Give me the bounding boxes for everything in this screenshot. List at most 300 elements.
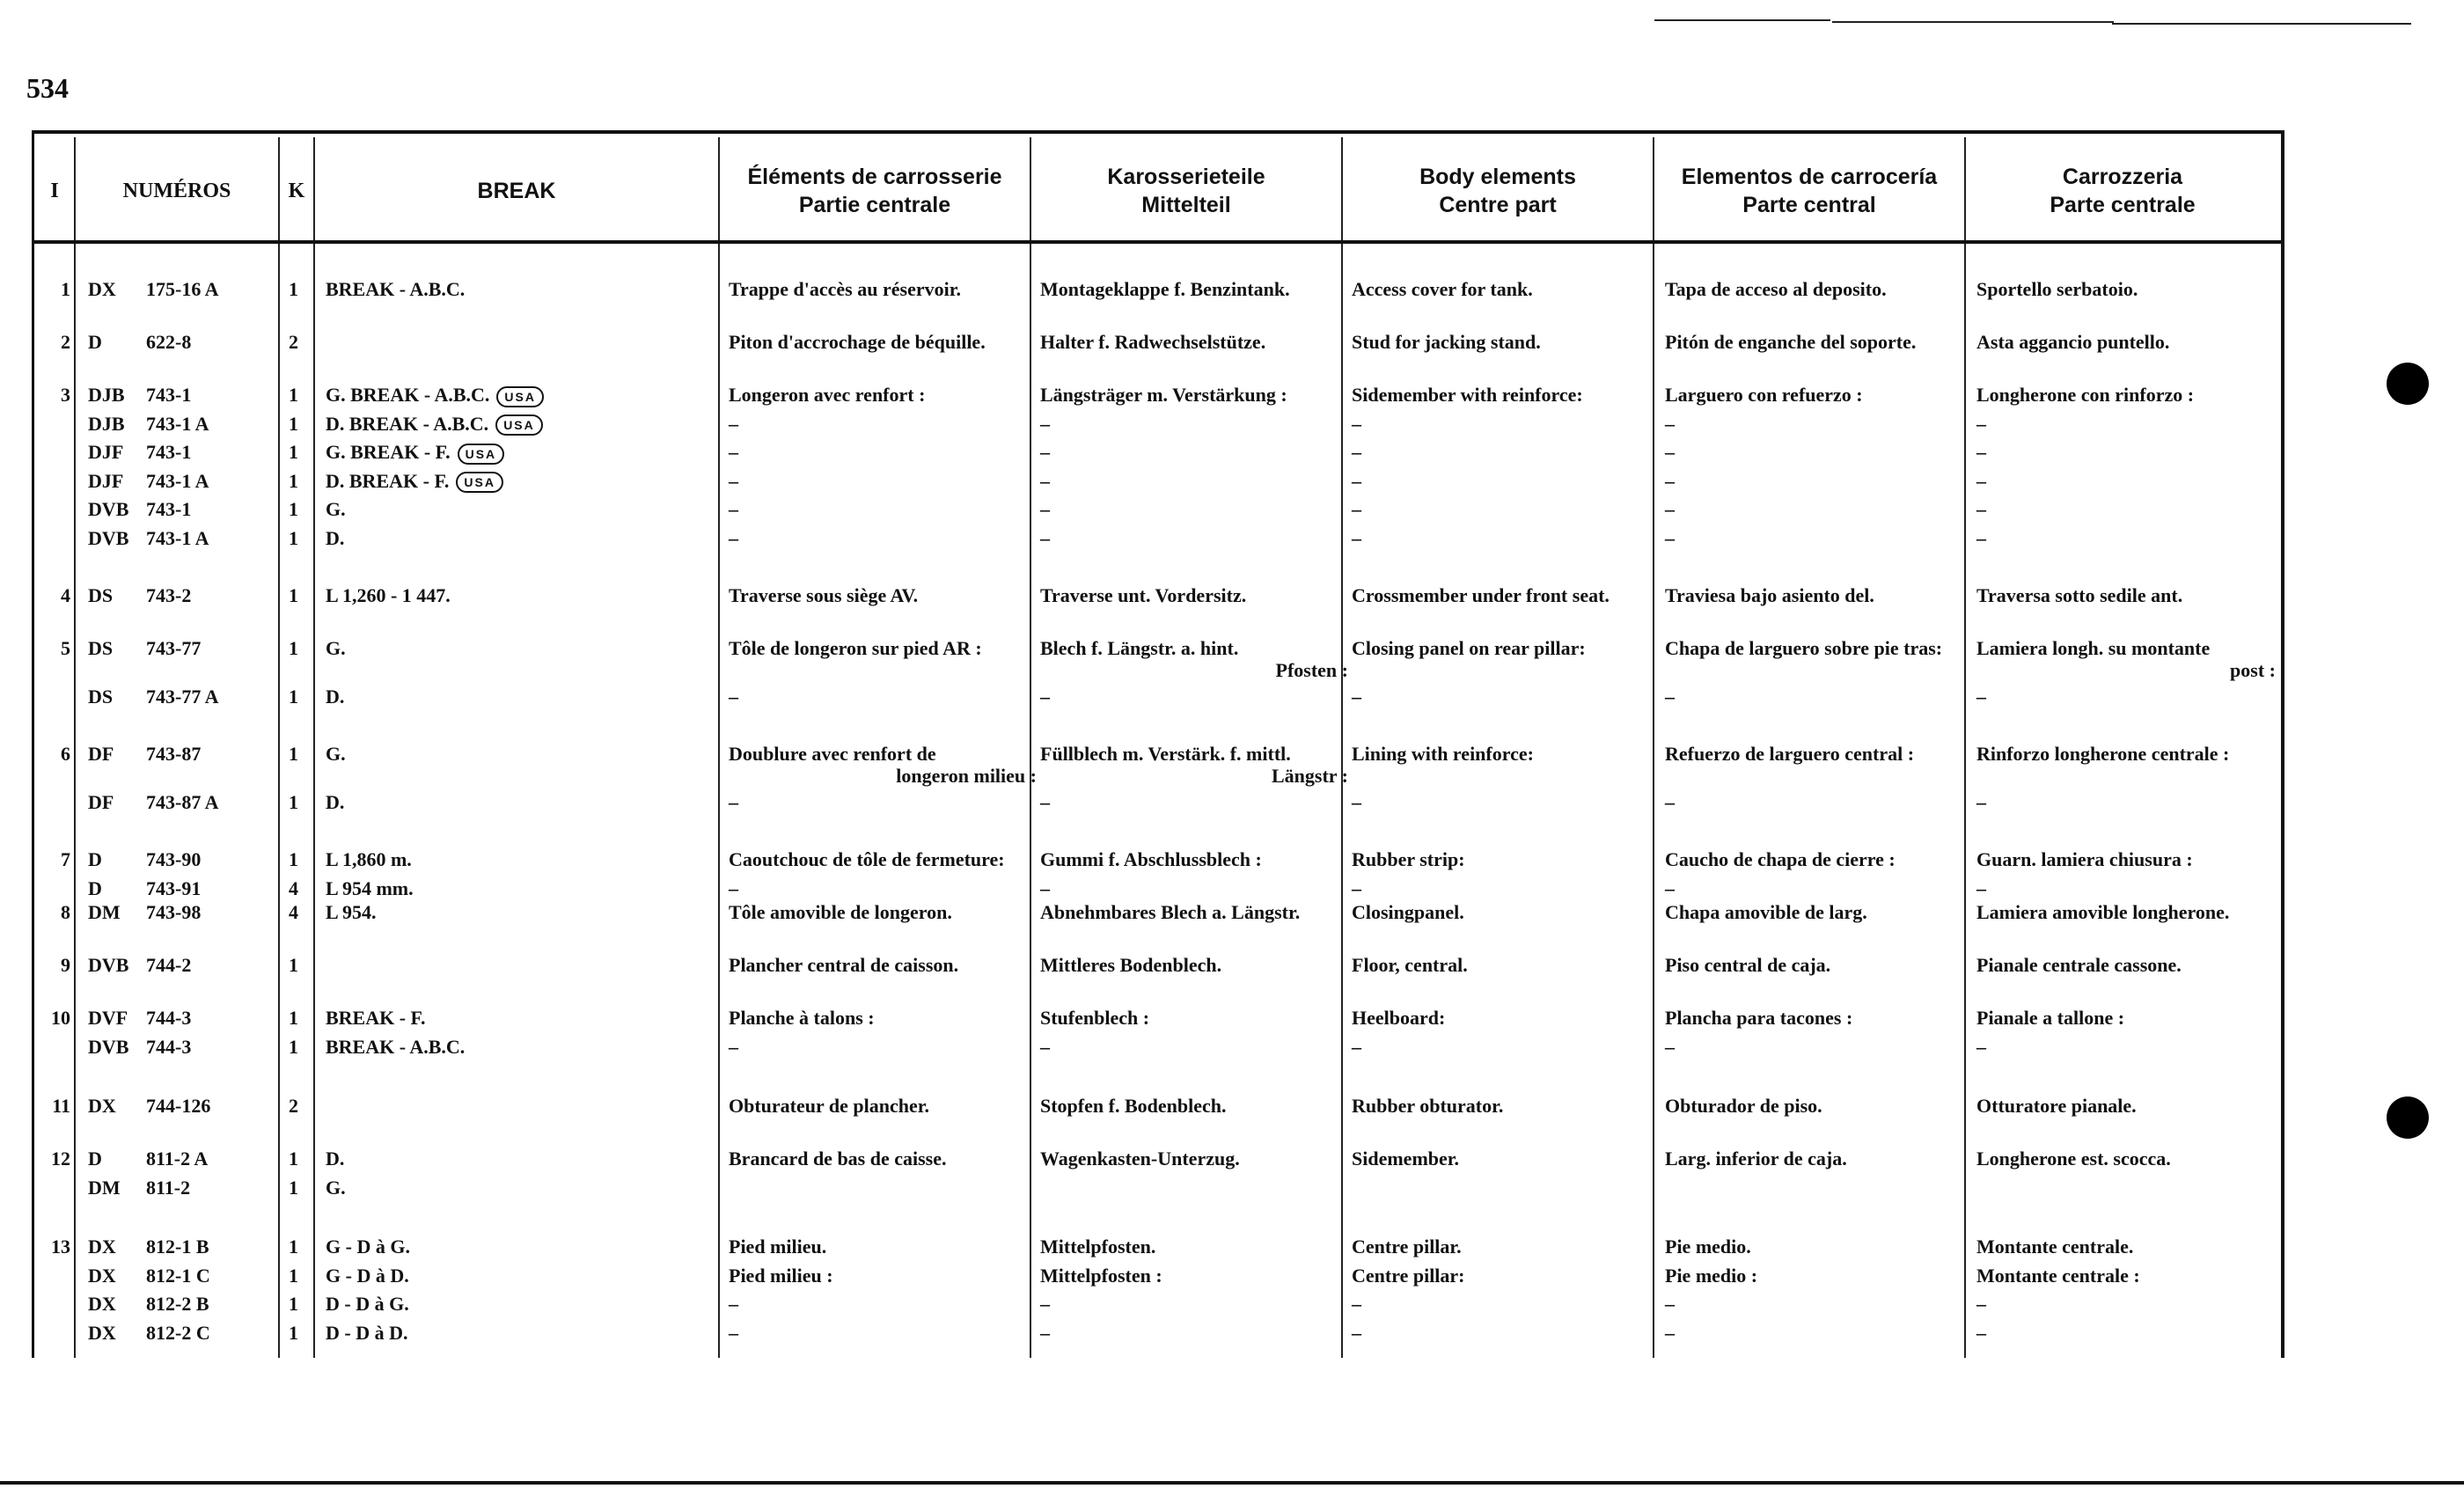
cell-fr <box>729 1263 1037 1289</box>
cell-en <box>1352 525 1660 552</box>
cell-de <box>1040 657 1348 684</box>
cell-es <box>1665 468 1973 495</box>
cell-text: 744-3 <box>146 1007 192 1029</box>
cell-fr <box>729 763 1037 789</box>
cell-text: Planche à talons : <box>729 1007 875 1029</box>
cell-text: Caucho de chapa de cierre : <box>1665 848 1896 870</box>
cell-it <box>1976 899 2276 926</box>
cell-en <box>1352 496 1660 523</box>
table-row <box>32 741 2284 818</box>
table-row <box>32 1005 2284 1062</box>
margin-punch-mark <box>2387 1096 2429 1139</box>
cell-text: D <box>88 331 102 353</box>
cell-text: 812-1 B <box>146 1236 209 1258</box>
cell-text: 1 <box>289 637 298 659</box>
cell-num <box>146 635 287 662</box>
cell-fr <box>729 329 1037 356</box>
cell-it <box>1976 1263 2276 1289</box>
cell-k <box>289 741 315 767</box>
table-line <box>32 847 2284 876</box>
cell-en <box>1352 876 1660 902</box>
table-row <box>32 382 2284 554</box>
cell-es <box>1665 899 1973 926</box>
cell-it <box>1976 741 2276 767</box>
cell-es <box>1665 583 1973 609</box>
cell-text: L 954 mm. <box>326 876 414 899</box>
cell-text: Refuerzo de larguero central : <box>1665 743 1915 765</box>
cell-text: G. <box>326 637 346 659</box>
cell-text: – <box>1040 1321 1050 1344</box>
cell-it <box>1976 1005 2276 1031</box>
cell-text: 1 <box>289 1035 298 1058</box>
cell-en <box>1352 899 1660 926</box>
cell-k <box>289 1234 315 1260</box>
cell-text: DS <box>88 584 114 606</box>
cell-k <box>289 329 315 356</box>
table-row <box>32 583 2284 612</box>
cell-de <box>1040 1093 1348 1119</box>
cell-text: 622-8 <box>146 331 192 353</box>
header-k: K <box>288 179 305 202</box>
cell-text: G. <box>326 1176 346 1199</box>
cell-text: 1 <box>289 743 298 765</box>
cell-text: 743-1 A <box>146 412 209 435</box>
cell-en <box>1352 439 1660 466</box>
cell-text: – <box>1665 469 1675 492</box>
cell-num <box>146 439 287 466</box>
cell-text: Plancha para tacones : <box>1665 1007 1853 1029</box>
cell-text: – <box>1976 876 1986 899</box>
cell-text: Caoutchouc de tôle de fermeture: <box>729 848 1005 870</box>
cell-brk <box>326 496 713 523</box>
cell-text: DVF <box>88 1007 128 1029</box>
cell-text: DJF <box>88 469 124 492</box>
cell-it <box>1976 789 2276 816</box>
cell-text: Pitón de enganche del soporte. <box>1665 331 1917 353</box>
cell-num <box>146 1263 287 1289</box>
cell-brk <box>326 583 713 609</box>
cell-text: D <box>88 876 102 899</box>
cell-text: – <box>1040 790 1050 813</box>
row-index: 4 <box>61 584 70 606</box>
cell-text: 744-2 <box>146 954 192 976</box>
cell-text: – <box>729 790 738 813</box>
table-line <box>32 764 2284 789</box>
cell-text: Pianale a tallone : <box>1976 1007 2125 1029</box>
cell-brk <box>326 1234 713 1260</box>
cell-brk <box>326 1034 713 1060</box>
cell-fr <box>729 1034 1037 1060</box>
cell-text: – <box>729 1035 738 1058</box>
cell-es <box>1665 1263 1973 1289</box>
cell-num <box>146 952 287 979</box>
cell-es <box>1665 847 1973 873</box>
cell-text: 1 <box>289 1176 298 1199</box>
cell-text: DX <box>88 278 116 300</box>
table-line <box>32 1320 2284 1349</box>
cell-num <box>146 876 287 902</box>
cell-text: – <box>1665 526 1675 549</box>
cell-k <box>289 1291 315 1317</box>
cell-text: 812-2 B <box>146 1293 209 1315</box>
cell-k <box>289 1320 315 1346</box>
header-numeros: NUMÉROS <box>122 179 231 202</box>
cell-es <box>1665 1320 1973 1346</box>
table-row <box>32 952 2284 981</box>
cell-de <box>1040 382 1348 408</box>
cell-it <box>1976 382 2276 408</box>
cell-brk <box>326 899 713 926</box>
cell-text: Pie medio. <box>1665 1236 1751 1258</box>
header-i: I <box>50 179 59 202</box>
cell-it <box>1976 468 2276 495</box>
cell-text: Stopfen f. Bodenblech. <box>1040 1095 1227 1117</box>
table-line <box>32 1263 2284 1292</box>
cell-text: 175-16 A <box>146 278 219 300</box>
cell-k <box>289 382 315 408</box>
header-german: Karosserieteile Mittelteil <box>1107 165 1265 217</box>
header-break: BREAK <box>477 179 556 203</box>
cell-text: Crossmember under front seat. <box>1352 584 1610 606</box>
cell-es <box>1665 952 1973 979</box>
cell-k <box>289 583 315 609</box>
cell-text: Blech f. Längstr. a. hint. <box>1040 637 1239 659</box>
cell-text: DJB <box>88 412 125 435</box>
cell-text: D - D à D. <box>326 1321 408 1344</box>
table-row <box>32 847 2284 904</box>
cell-en <box>1352 847 1660 873</box>
cell-fr <box>729 1146 1037 1172</box>
usa-badge: USA <box>458 444 505 465</box>
header-french: Éléments de carrosserie Partie centrale <box>747 165 1002 217</box>
cell-num <box>146 789 287 816</box>
cell-it <box>1976 496 2276 523</box>
cell-de <box>1040 1034 1348 1060</box>
cell-text: Trappe d'accès au réservoir. <box>729 278 961 300</box>
cell-num <box>146 1034 287 1060</box>
table-line <box>32 276 2284 305</box>
cell-en <box>1352 635 1660 662</box>
cell-en <box>1352 1234 1660 1260</box>
cell-k <box>289 525 315 552</box>
table-row <box>32 1093 2284 1122</box>
cell-de <box>1040 684 1348 710</box>
cell-text: Piso central de caja. <box>1665 954 1831 976</box>
cell-de <box>1040 583 1348 609</box>
cell-text: 744-126 <box>146 1095 211 1117</box>
cell-de <box>1040 468 1348 495</box>
cell-it <box>1976 952 2276 979</box>
cell-de <box>1040 1263 1348 1289</box>
cell-text: Gummi f. Abschlussblech : <box>1040 848 1262 870</box>
header-english: Body elements Centre part <box>1419 165 1576 217</box>
cell-text: – <box>729 876 738 899</box>
cell-text: Chapa amovible de larg. <box>1665 901 1867 923</box>
table-line <box>32 496 2284 525</box>
cell-en <box>1352 1034 1660 1060</box>
cell-num <box>146 1320 287 1346</box>
cell-k <box>289 1263 315 1289</box>
cell-text: DVB <box>88 954 129 976</box>
cell-text: Pied milieu : <box>729 1264 833 1287</box>
cell-text: L 1,260 - 1 447. <box>326 584 451 606</box>
cell-it <box>1976 1146 2276 1172</box>
cell-text: – <box>1352 1035 1361 1058</box>
cell-num <box>146 1175 287 1201</box>
cell-text: – <box>1352 876 1361 899</box>
cell-fr <box>729 952 1037 979</box>
cell-de <box>1040 847 1348 873</box>
cell-es <box>1665 635 1973 662</box>
table-line <box>32 899 2284 928</box>
cell-text: Larguero con refuerzo : <box>1665 384 1863 406</box>
table-row <box>32 329 2284 358</box>
cell-text: Longherone est. scocca. <box>1976 1148 2171 1170</box>
cell-fr <box>729 276 1037 303</box>
table-line <box>32 952 2284 981</box>
cell-fr <box>729 684 1037 710</box>
cell-es <box>1665 876 1973 902</box>
cell-text: 4 <box>289 901 298 923</box>
cell-text: DVB <box>88 498 129 520</box>
cell-text: Abnehmbares Blech a. Längstr. <box>1040 901 1301 923</box>
cell-text: Piton d'accrochage de béquille. <box>729 331 986 353</box>
row-index: 8 <box>61 901 70 923</box>
cell-text: Tôle de longeron sur pied AR : <box>729 637 982 659</box>
cell-text: – <box>1665 498 1675 520</box>
cell-text: 743-1 <box>146 498 192 520</box>
cell-it <box>1976 657 2276 684</box>
cell-text: L 954. <box>326 901 377 923</box>
cell-text: 743-1 <box>146 384 192 406</box>
cell-es <box>1665 439 1973 466</box>
cell-it <box>1976 525 2276 552</box>
cell-text: 743-77 <box>146 637 202 659</box>
cell-text: Floor, central. <box>1352 954 1468 976</box>
cell-de <box>1040 876 1348 902</box>
row-index: 2 <box>61 331 70 353</box>
cell-it <box>1976 684 2276 710</box>
cell-brk <box>326 635 713 662</box>
cell-en <box>1352 952 1660 979</box>
cell-de <box>1040 952 1348 979</box>
cell-text: 744-3 <box>146 1035 192 1058</box>
cell-text: – <box>1976 441 1986 463</box>
cell-text: 2 <box>289 331 298 353</box>
table-line <box>32 1093 2284 1122</box>
cell-text: DF <box>88 790 114 813</box>
cell-es <box>1665 741 1973 767</box>
cell-text: Plancher central de caisson. <box>729 954 959 976</box>
cell-text: G. BREAK - F. <box>326 441 451 463</box>
cell-text: – <box>729 469 738 492</box>
cell-text: 811-2 A <box>146 1148 209 1170</box>
table-line <box>32 658 2284 684</box>
cell-text: G. <box>326 743 346 765</box>
cell-text: D <box>88 1148 102 1170</box>
cell-text: 743-1 A <box>146 469 209 492</box>
cell-text: 743-91 <box>146 876 202 899</box>
cell-brk <box>326 1320 713 1346</box>
cell-en <box>1352 468 1660 495</box>
cell-text: – <box>1040 1035 1050 1058</box>
cell-text: Tapa de acceso al deposito. <box>1665 278 1887 300</box>
cell-de <box>1040 329 1348 356</box>
cell-text: L 1,860 m. <box>326 848 412 870</box>
cell-en <box>1352 741 1660 767</box>
cell-text: G. <box>326 498 346 520</box>
cell-text: Rubber obturator. <box>1352 1095 1504 1117</box>
cell-es <box>1665 789 1973 816</box>
cell-text: 1 <box>289 1007 298 1029</box>
cell-de <box>1040 1234 1348 1260</box>
cell-text: – <box>1352 790 1361 813</box>
cell-num <box>146 1005 287 1031</box>
cell-en <box>1352 684 1660 710</box>
table-line <box>32 789 2284 818</box>
cell-en <box>1352 329 1660 356</box>
cell-text: 1 <box>289 498 298 520</box>
cell-fr <box>729 496 1037 523</box>
cell-fr <box>729 1291 1037 1317</box>
cell-text: 2 <box>289 1095 298 1117</box>
cell-brk <box>326 1005 713 1031</box>
table-line <box>32 1291 2284 1320</box>
header-rule <box>32 240 2284 244</box>
cell-brk <box>326 741 713 767</box>
usa-badge: USA <box>495 414 543 436</box>
cell-en <box>1352 411 1660 437</box>
cell-it <box>1976 1320 2276 1346</box>
cell-text: – <box>1665 685 1675 708</box>
cell-text: 1 <box>289 384 298 406</box>
cell-text: 743-90 <box>146 848 202 870</box>
cell-text: 743-77 A <box>146 685 219 708</box>
cell-brk <box>326 1263 713 1289</box>
cell-k <box>289 411 315 437</box>
cell-k <box>289 1093 315 1119</box>
cell-num <box>146 1234 287 1260</box>
cell-text: Lamiera amovible longherone. <box>1976 901 2230 923</box>
cell-it <box>1976 1291 2276 1317</box>
cell-text: – <box>1976 469 1986 492</box>
cell-text: DF <box>88 743 114 765</box>
cell-de <box>1040 525 1348 552</box>
usa-badge: USA <box>496 386 544 407</box>
cell-es <box>1665 525 1973 552</box>
cell-es <box>1665 1146 1973 1172</box>
cell-fr <box>729 1320 1037 1346</box>
cell-de <box>1040 496 1348 523</box>
table-row <box>32 1146 2284 1203</box>
cell-text: – <box>729 685 738 708</box>
cell-text: 1 <box>289 1264 298 1287</box>
parts-table <box>32 130 2284 1358</box>
cell-text: Längstr : <box>1272 764 1348 787</box>
cell-fr <box>729 583 1037 609</box>
cell-en <box>1352 1146 1660 1172</box>
cell-text: Sidemember with reinforce: <box>1352 384 1583 406</box>
cell-en <box>1352 1005 1660 1031</box>
cell-text: Traverse unt. Vordersitz. <box>1040 584 1247 606</box>
cell-text: – <box>729 1293 738 1315</box>
cell-brk <box>326 525 713 552</box>
cell-en <box>1352 789 1660 816</box>
cell-text: DVB <box>88 1035 129 1058</box>
cell-num <box>146 525 287 552</box>
cell-en <box>1352 1320 1660 1346</box>
cell-en <box>1352 276 1660 303</box>
row-index: 1 <box>61 278 70 300</box>
cell-text: – <box>1976 1035 1986 1058</box>
cell-fr <box>729 789 1037 816</box>
row-index: 9 <box>61 954 70 976</box>
cell-text: – <box>1040 685 1050 708</box>
cell-text: D. BREAK - A.B.C. <box>326 412 489 435</box>
cell-text: Rubber strip: <box>1352 848 1465 870</box>
cell-num <box>146 329 287 356</box>
cell-text: – <box>729 441 738 463</box>
cell-it <box>1976 847 2276 873</box>
cell-text: – <box>1665 876 1675 899</box>
table-line <box>32 439 2284 468</box>
cell-num <box>146 382 287 408</box>
cell-text: 1 <box>289 412 298 435</box>
cell-text: D <box>88 848 102 870</box>
cell-text: G - D à D. <box>326 1264 409 1287</box>
cell-k <box>289 276 315 303</box>
cell-brk <box>326 789 713 816</box>
cell-text: Guarn. lamiera chiusura : <box>1976 848 2193 870</box>
cell-text: – <box>1040 469 1050 492</box>
cell-text: Otturatore pianale. <box>1976 1095 2137 1117</box>
cell-text: 812-2 C <box>146 1321 210 1344</box>
cell-text: 1 <box>289 1293 298 1315</box>
cell-k <box>289 496 315 523</box>
margin-punch-mark <box>2387 363 2429 405</box>
cell-text: BREAK - A.B.C. <box>326 1035 466 1058</box>
cell-text: 1 <box>289 1321 298 1344</box>
cell-k <box>289 899 315 926</box>
cell-text: Sportello serbatoio. <box>1976 278 2138 300</box>
cell-fr <box>729 1093 1037 1119</box>
cell-it <box>1976 329 2276 356</box>
cell-text: DS <box>88 685 114 708</box>
cell-text: 743-87 <box>146 743 202 765</box>
cell-es <box>1665 1093 1973 1119</box>
cell-text: Tôle amovible de longeron. <box>729 901 952 923</box>
cell-num <box>146 411 287 437</box>
cell-text: – <box>1665 412 1675 435</box>
cell-text: Montageklappe f. Benzintank. <box>1040 278 1290 300</box>
cell-text: – <box>1352 685 1361 708</box>
table-line <box>32 1175 2284 1204</box>
cell-text: 743-2 <box>146 584 192 606</box>
cell-text: longeron milieu : <box>896 764 1037 787</box>
cell-text: DX <box>88 1236 116 1258</box>
cell-en <box>1352 1263 1660 1289</box>
cell-text: – <box>1976 1321 1986 1344</box>
cell-text: DX <box>88 1264 116 1287</box>
table-row <box>32 1234 2284 1348</box>
cell-text: DJF <box>88 441 124 463</box>
cell-text: – <box>1040 412 1050 435</box>
cell-text: Larg. inferior de caja. <box>1665 1148 1847 1170</box>
cell-text: – <box>729 526 738 549</box>
cell-es <box>1665 1034 1973 1060</box>
cell-text: – <box>1040 1293 1050 1315</box>
cell-de <box>1040 1291 1348 1317</box>
